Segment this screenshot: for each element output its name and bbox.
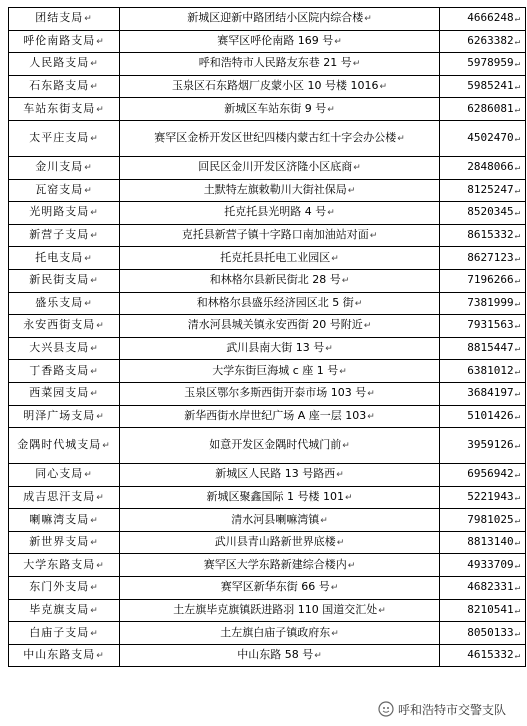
address-text: 土默特左旗敕勒川大街社保局 [203,182,347,196]
paragraph-mark: ↵ [514,651,520,662]
wechat-icon [378,701,394,717]
branch-name-text: 团结支局 [35,11,84,25]
branch-name-text: 金川支局 [35,160,84,174]
address-cell [120,75,440,98]
table-row [9,622,526,645]
branch-name-text: 石东路支局 [29,79,90,93]
address-text: 和林格尔县盛乐经济园区北 5 街 [196,295,354,309]
address-cell [120,464,440,487]
paragraph-mark: ↵ [342,441,350,452]
address-cell [120,30,440,53]
paragraph-mark: ↵ [514,231,520,242]
address-cell [120,224,440,247]
table-row [9,202,526,225]
paragraph-mark: ↵ [378,605,386,616]
branch-name-text: 丁香路支局 [29,363,90,377]
address-cell [120,531,440,554]
paragraph-mark: ↵ [347,560,356,571]
paragraph-mark: ↵ [90,231,99,242]
paragraph-mark: ↵ [514,470,520,481]
address-cell [120,53,440,76]
branch-name-text: 呼伦南路支局 [23,33,96,47]
phone-text: 4933709 [467,557,514,571]
watermark-text: 呼和浩特市交警支队 [398,702,507,717]
address-text: 新城区聚鑫国际 1 号楼 101 [206,489,344,503]
address-text: 中山东路 58 号 [237,648,314,662]
paragraph-mark: ↵ [514,59,520,70]
paragraph-mark: ↵ [367,411,375,422]
branch-name-text: 同心支局 [35,467,84,481]
address-cell [120,315,440,338]
paragraph-mark: ↵ [339,366,347,377]
address-text: 赛罕区金桥开发区世纪四楼内蒙古红十字会办公楼 [154,130,397,144]
phone-text: 7381999 [467,295,514,309]
phone-text: 5978959 [467,56,514,70]
phone-text: 7931563 [467,318,514,332]
address-text: 和林格尔县新民街北 28 号 [209,273,341,287]
address-text: 托克托县托电工业园区 [220,250,331,264]
table-row [9,509,526,532]
paragraph-mark: ↵ [341,276,350,287]
phone-text: 8813140 [467,535,514,549]
phone-text: 6381012 [467,363,514,377]
paragraph-mark: ↵ [514,163,520,174]
branch-name-cell [9,464,120,487]
paragraph-mark: ↵ [330,583,339,594]
phone-cell [440,644,526,667]
phone-cell [440,120,526,156]
address-text: 武川县青山路新世界底楼 [214,535,336,549]
paragraph-mark: ↵ [90,208,99,219]
paragraph-mark: ↵ [514,411,520,422]
paragraph-mark: ↵ [514,185,520,196]
branch-name-text: 永安西街支局 [23,318,96,332]
table-row [9,120,526,156]
branch-name-cell [9,337,120,360]
table-row [9,464,526,487]
table-row [9,8,526,31]
paragraph-mark: ↵ [96,492,105,503]
paragraph-mark: ↵ [331,628,339,639]
phone-cell [440,30,526,53]
phone-text: 5101426 [467,408,514,422]
branch-name-text: 金隅时代城支局 [17,438,102,452]
branch-name-cell [9,269,120,292]
address-cell [120,202,440,225]
address-cell [120,337,440,360]
phone-cell [440,405,526,428]
table-row [9,30,526,53]
phone-text: 3684197 [467,386,514,400]
paragraph-mark: ↵ [514,492,520,503]
phone-text: 3959126 [467,438,514,452]
branch-name-text: 东门外支局 [29,580,90,594]
phone-text: 5985241 [467,79,514,93]
paragraph-mark: ↵ [347,185,356,196]
phone-cell [440,577,526,600]
paragraph-mark: ↵ [514,583,520,594]
address-cell [120,120,440,156]
address-text: 玉泉区石东路烟厂皮蒙小区 10 号楼 1016 [171,79,379,93]
address-text: 玉泉区鄂尔多斯西街开泰市场 103 号 [184,386,367,400]
branch-name-text: 大兴县支局 [29,341,90,355]
branch-name-text: 人民路支局 [29,56,90,70]
phone-text: 6286081 [467,101,514,115]
branch-name-text: 明泽广场支局 [23,408,96,422]
phone-text: 8520345 [467,205,514,219]
paragraph-mark: ↵ [514,104,520,115]
paragraph-mark: ↵ [514,298,520,309]
address-text: 赛罕区新华东街 66 号 [220,580,330,594]
table-row [9,53,526,76]
table-row [9,531,526,554]
paragraph-mark: ↵ [514,208,520,219]
paragraph-mark: ↵ [514,366,520,377]
phone-cell [440,292,526,315]
branch-name-cell [9,179,120,202]
phone-cell [440,8,526,31]
address-text: 大学东街巨海城 c 座 1 号 [212,363,339,377]
phone-cell [440,269,526,292]
paragraph-mark: ↵ [90,276,99,287]
paragraph-mark: ↵ [96,411,105,422]
branch-name-cell [9,509,120,532]
phone-cell [440,509,526,532]
paragraph-mark: ↵ [90,82,99,93]
address-text: 新华西街水岸世纪广场 A 座一层 103 [184,408,367,422]
paragraph-mark: ↵ [352,59,361,70]
phone-text: 8050133 [467,625,514,639]
table-row [9,599,526,622]
phone-cell [440,554,526,577]
address-text: 土左旗毕克旗镇跃进路羽 110 国道交汇处 [173,602,378,616]
paragraph-mark: ↵ [354,298,363,309]
paragraph-mark: ↵ [84,163,93,174]
address-cell [120,179,440,202]
table-row [9,644,526,667]
address-text: 新城区迎新中路团结小区院内综合楼 [187,11,364,25]
paragraph-mark: ↵ [367,389,375,400]
branch-name-text: 托电支局 [35,250,84,264]
paragraph-mark: ↵ [90,344,99,355]
phone-cell [440,622,526,645]
branch-name-cell [9,292,120,315]
paragraph-mark: ↵ [90,605,99,616]
phone-text: 5221943 [467,489,514,503]
address-cell [120,509,440,532]
address-cell [120,554,440,577]
paragraph-mark: ↵ [90,538,99,549]
phone-cell [440,179,526,202]
branch-name-cell [9,644,120,667]
paragraph-mark: ↵ [514,441,520,452]
address-text: 呼和浩特市人民路友东巷 21 号 [198,56,352,70]
address-cell [120,405,440,428]
phone-cell [440,464,526,487]
address-cell [120,622,440,645]
branch-name-cell [9,405,120,428]
phone-cell [440,202,526,225]
branch-name-text: 大学东路支局 [23,557,96,571]
phone-text: 8125247 [467,182,514,196]
branch-name-text: 新营子支局 [29,228,90,242]
address-text: 新城区人民路 13 号路西 [215,467,336,481]
paragraph-mark: ↵ [514,344,520,355]
address-text: 回民区金川开发区济隆小区底商 [198,160,353,174]
table-row [9,554,526,577]
address-text: 新城区车站东街 9 号 [224,101,327,115]
table-row [9,269,526,292]
branch-name-text: 新民街支局 [29,273,90,287]
phone-text: 4502470 [467,130,514,144]
table-row [9,98,526,121]
paragraph-mark: ↵ [84,14,93,25]
branch-name-text: 新世界支局 [29,535,90,549]
phone-text: 4666248 [467,11,514,25]
address-cell [120,156,440,179]
paragraph-mark: ↵ [369,231,378,242]
paragraph-mark: ↵ [90,515,99,526]
address-text: 武川县南大街 13 号 [226,341,325,355]
paragraph-mark: ↵ [90,389,99,400]
watermark [374,698,510,720]
phone-cell [440,360,526,383]
branch-name-cell [9,30,120,53]
branch-name-cell [9,120,120,156]
paragraph-mark: ↵ [331,253,339,264]
paragraph-mark: ↵ [96,36,105,47]
phone-text: 6263382 [467,33,514,47]
phone-cell [440,53,526,76]
paragraph-mark: ↵ [514,276,520,287]
branch-name-cell [9,156,120,179]
paragraph-mark: ↵ [514,515,520,526]
branch-name-cell [9,531,120,554]
table-row [9,247,526,270]
phone-cell [440,382,526,405]
paragraph-mark: ↵ [514,538,520,549]
phone-cell [440,75,526,98]
table-row [9,75,526,98]
branch-name-text: 太平庄支局 [29,130,90,144]
phone-text: 7981025 [467,512,514,526]
paragraph-mark: ↵ [514,628,520,639]
phone-text: 2848066 [467,160,514,174]
paragraph-mark: ↵ [514,82,520,93]
address-cell [120,98,440,121]
branch-name-cell [9,98,120,121]
branch-name-text: 光明路支局 [29,205,90,219]
address-cell [120,577,440,600]
paragraph-mark: ↵ [102,441,111,452]
phone-cell [440,315,526,338]
address-cell [120,382,440,405]
phone-cell [440,599,526,622]
paragraph-mark: ↵ [84,185,93,196]
table-row [9,292,526,315]
phone-text: 8210541 [467,602,514,616]
table-row [9,156,526,179]
table-body [9,8,526,667]
table-row [9,315,526,338]
paragraph-mark: ↵ [336,470,344,481]
address-cell [120,599,440,622]
paragraph-mark: ↵ [320,515,328,526]
address-cell [120,360,440,383]
address-cell [120,486,440,509]
phone-cell [440,98,526,121]
branch-name-cell [9,247,120,270]
address-cell [120,644,440,667]
address-text: 清水河县喇嘛湾镇 [231,512,320,526]
branch-name-text: 车站东街支局 [23,101,96,115]
phone-cell [440,531,526,554]
table-row [9,577,526,600]
phone-text: 8615332 [467,228,514,242]
branch-name-text: 西菜园支局 [29,386,90,400]
paragraph-mark: ↵ [397,133,405,144]
paragraph-mark: ↵ [363,321,372,332]
address-cell [120,8,440,31]
phone-text: 8815447 [467,341,514,355]
address-text: 清水河县城关镇永安西街 20 号附近 [187,318,363,332]
address-text: 土左旗白庙子镇政府东 [220,625,331,639]
paragraph-mark: ↵ [336,538,345,549]
table-row [9,486,526,509]
branch-name-cell [9,577,120,600]
paragraph-mark: ↵ [96,104,105,115]
phone-cell [440,224,526,247]
paragraph-mark: ↵ [353,163,361,174]
paragraph-mark: ↵ [379,82,388,93]
branch-name-cell [9,202,120,225]
paragraph-mark: ↵ [314,651,322,662]
phone-text: 4682331 [467,580,514,594]
branch-name-text: 成吉思汗支局 [23,489,96,503]
paragraph-mark: ↵ [84,298,93,309]
branch-name-cell [9,53,120,76]
paragraph-mark: ↵ [90,59,99,70]
address-text: 赛罕区呼伦南路 169 号 [217,33,334,47]
address-text: 托克托县光明路 4 号 [224,205,327,219]
table-row [9,224,526,247]
table-row [9,179,526,202]
paragraph-mark: ↵ [514,389,520,400]
phone-text: 4615332 [467,648,514,662]
branch-name-text: 中山东路支局 [23,648,96,662]
paragraph-mark: ↵ [514,253,520,264]
table-row [9,428,526,464]
branch-name-text: 瓦窑支局 [35,182,84,196]
phone-cell [440,156,526,179]
address-text: 如意开发区金隅时代城门前 [209,438,342,452]
branch-name-cell [9,8,120,31]
paragraph-mark: ↵ [90,366,99,377]
paragraph-mark: ↵ [334,36,342,47]
phone-cell [440,486,526,509]
address-text: 赛罕区大学东路新建综合楼内 [203,557,347,571]
paragraph-mark: ↵ [514,133,520,144]
paragraph-mark: ↵ [84,470,93,481]
table-row [9,360,526,383]
branch-name-cell [9,599,120,622]
paragraph-mark: ↵ [364,14,372,25]
table-row [9,382,526,405]
phone-text: 6956942 [467,467,514,481]
table-row [9,405,526,428]
paragraph-mark: ↵ [514,560,520,571]
address-cell [120,428,440,464]
paragraph-mark: ↵ [514,36,520,47]
branch-name-text: 白庙子支局 [29,625,90,639]
branch-name-cell [9,224,120,247]
address-cell [120,292,440,315]
paragraph-mark: ↵ [84,253,93,264]
branch-name-cell [9,315,120,338]
paragraph-mark: ↵ [90,628,99,639]
branch-name-text: 毕克旗支局 [29,602,90,616]
paragraph-mark: ↵ [96,321,105,332]
address-text: 克托县新营子镇十字路口南加油站对面 [181,228,369,242]
paragraph-mark: ↵ [90,133,99,144]
paragraph-mark: ↵ [344,492,353,503]
phone-text: 7196266 [467,273,514,287]
branch-name-cell [9,486,120,509]
branch-name-cell [9,554,120,577]
paragraph-mark: ↵ [327,208,335,219]
paragraph-mark: ↵ [325,344,333,355]
address-cell [120,247,440,270]
branch-name-text: 盛乐支局 [35,295,84,309]
branch-table [8,7,526,667]
paragraph-mark: ↵ [327,104,335,115]
branch-name-cell [9,428,120,464]
phone-cell [440,428,526,464]
phone-cell [440,247,526,270]
paragraph-mark: ↵ [96,560,105,571]
paragraph-mark: ↵ [514,14,520,25]
branch-name-cell [9,75,120,98]
phone-text: 8627123 [467,250,514,264]
branch-name-text: 喇嘛湾支局 [29,512,90,526]
paragraph-mark: ↵ [96,651,105,662]
paragraph-mark: ↵ [90,583,99,594]
paragraph-mark: ↵ [514,605,520,616]
paragraph-mark: ↵ [514,321,520,332]
phone-cell [440,337,526,360]
branch-name-cell [9,360,120,383]
address-cell [120,269,440,292]
table-row [9,337,526,360]
branch-name-cell [9,382,120,405]
branch-name-cell [9,622,120,645]
